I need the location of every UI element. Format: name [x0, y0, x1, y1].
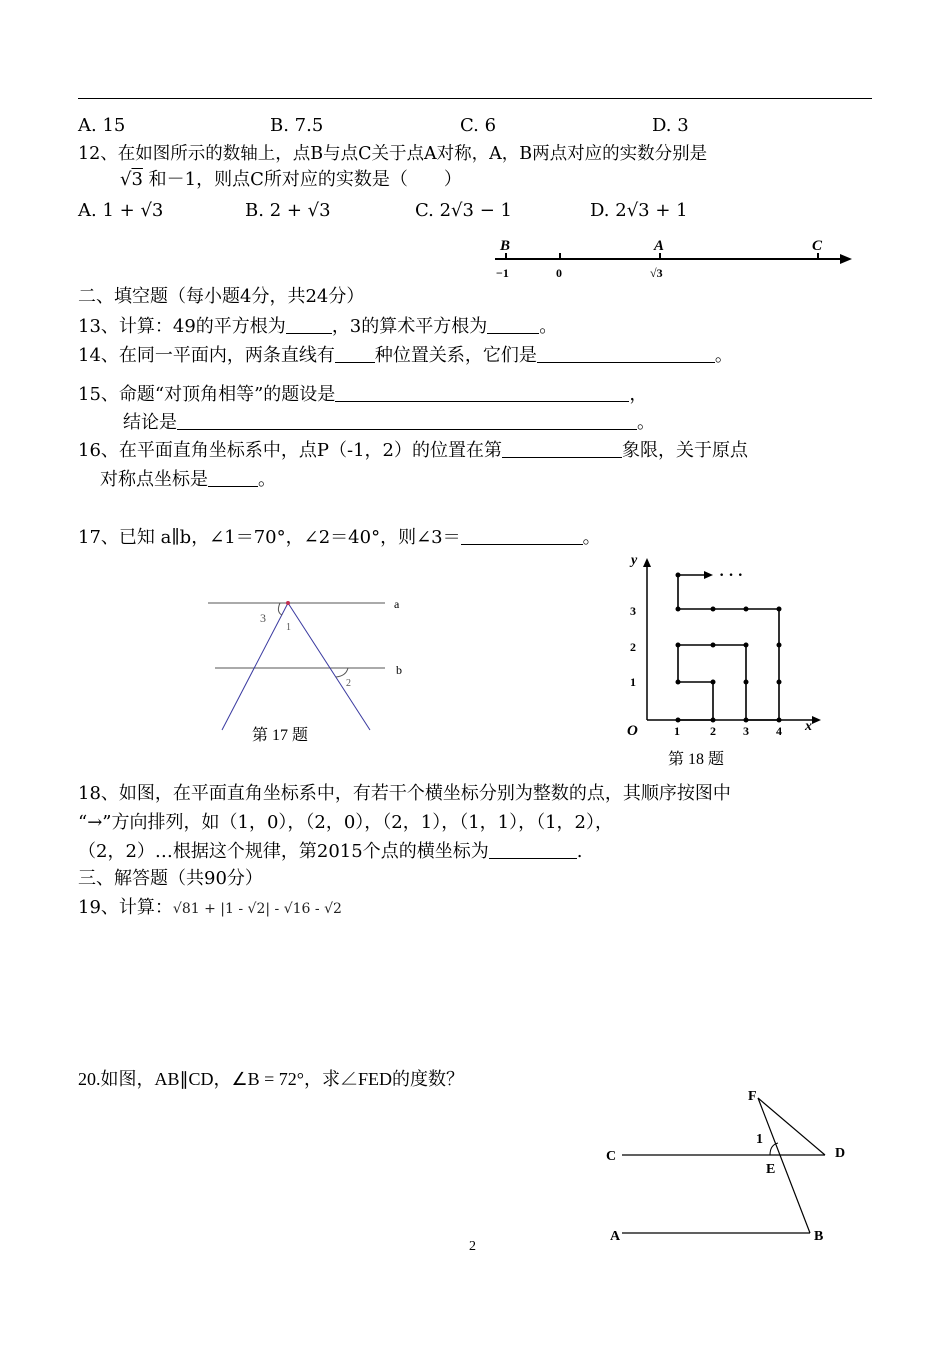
- q12-option-b-value: 2 + √3: [269, 200, 331, 221]
- q19-expression: √81 + |1 - √2| - √16 - √2: [172, 901, 342, 917]
- q11-option-c: C. 6: [460, 115, 497, 136]
- point-c-label: C: [606, 1149, 617, 1164]
- q15-blank-2: [177, 411, 637, 430]
- figure-17-caption: 第 17 题: [252, 727, 309, 744]
- q18-line1: 18、如图，在平面直角坐标系中，有若干个横坐标分别为整数的点，其顺序按图中: [78, 783, 731, 804]
- header-rule: [78, 98, 872, 99]
- q15-line1: 15、命题“对顶角相等”的题设是 ，: [78, 384, 648, 405]
- q12-option-a-value: 1 + √3: [102, 200, 164, 221]
- q17-blank: [461, 526, 583, 545]
- x-tick-2: 2: [710, 724, 716, 738]
- angle-3-label: 3: [260, 611, 266, 625]
- q16-blank-1: [502, 439, 622, 458]
- y-tick-3: 3: [630, 604, 636, 618]
- x-axis-label: x: [805, 719, 812, 734]
- q13-blank-1: [286, 315, 332, 334]
- q12-option-a: A. 1 + √3: [78, 200, 164, 221]
- sqrt-radicand: 3: [131, 169, 143, 190]
- point-a-label: A: [654, 238, 665, 254]
- q12-option-c-value: 2√3 − 1: [439, 200, 512, 221]
- q16-line1: 16、在平面直角坐标系中，点P（-1，2）的位置在第 象限，关于原点: [78, 440, 748, 461]
- q13-blank-2: [487, 315, 539, 334]
- tick-label-sqrt3: √3: [650, 266, 663, 280]
- q12-option-b: B. 2 + √3: [245, 200, 331, 221]
- page-number: 2: [469, 1239, 476, 1254]
- angle-1-label: 1: [286, 622, 291, 633]
- tick-label-neg1: −1: [496, 266, 509, 280]
- y-tick-2: 2: [630, 640, 636, 654]
- x-tick-1: 1: [674, 724, 680, 738]
- x-tick-3: 3: [743, 724, 749, 738]
- q18-line2: “→”方向排列，如（1，0），（2，0），（2，1），（1，1），（1，2），: [78, 812, 614, 833]
- line-a-label: a: [394, 597, 400, 611]
- q13: 13、计算：49的平方根为 ，3的算术平方根为 。: [78, 316, 558, 337]
- q18-line3: （2，2）…根据这个规律，第2015个点的横坐标为 .: [78, 841, 583, 862]
- figure-18: [615, 548, 830, 746]
- q11-option-d: D. 3: [652, 115, 689, 136]
- angle-2-label: 2: [346, 678, 351, 689]
- figure-20: [600, 1085, 860, 1245]
- point-c-label: C: [812, 238, 823, 254]
- figure-17: [200, 590, 420, 735]
- angle-1-label: 1: [756, 1132, 763, 1147]
- q14-blank-2: [537, 344, 715, 363]
- point-b-label: B: [500, 238, 511, 254]
- q19: 19、计算：√81 + |1 - √2| - √16 - √2: [78, 897, 342, 918]
- q16-blank-2: [208, 468, 258, 487]
- point-d-label: D: [835, 1146, 846, 1161]
- q12-line1: 12、在如图所示的数轴上，点B与点C关于点A对称，A，B两点对应的实数分别是: [78, 144, 708, 164]
- q17: 17、已知 a∥b，∠1＝70°，∠2＝40°，则∠3＝ 。: [78, 527, 601, 548]
- number-line-figure: [490, 232, 860, 282]
- point-f-label: F: [748, 1089, 757, 1104]
- q11-option-b: B. 7.5: [270, 115, 324, 136]
- q15-line2: 结论是 。: [123, 412, 655, 433]
- section2-heading: 二、填空题（每小题4分，共24分）: [78, 286, 365, 307]
- figure-18-caption: 第 18 题: [668, 751, 725, 768]
- q18-blank: [489, 840, 577, 859]
- q12-line2-rest: 和－1，则点C所对应的实数是（ ）: [142, 169, 462, 190]
- continuation-dots: · · ·: [719, 567, 744, 584]
- q16-line2: 对称点坐标是 。: [100, 469, 276, 490]
- q12-option-d-value: 2√3 + 1: [615, 200, 688, 221]
- q14-blank-1: [335, 344, 375, 363]
- tick-label-0: 0: [556, 266, 562, 280]
- q15-blank-1: [335, 383, 629, 402]
- origin-label: O: [627, 723, 638, 739]
- point-b-label: B: [814, 1229, 824, 1244]
- x-tick-4: 4: [776, 724, 782, 738]
- q14: 14、在同一平面内，两条直线有 种位置关系，它们是 。: [78, 345, 733, 366]
- q20-text: 20.如图，AB∥CD，∠B = 72°，求∠FED的度数？: [78, 1069, 465, 1089]
- q12-option-d: D. 2√3 + 1: [590, 200, 688, 221]
- section3-heading: 三、解答题（共90分）: [78, 868, 263, 889]
- y-tick-1: 1: [630, 675, 636, 689]
- point-a-label: A: [610, 1229, 621, 1244]
- y-axis-label: y: [631, 553, 638, 568]
- q12-option-c: C. 2√3 − 1: [415, 200, 512, 221]
- line-b-label: b: [396, 663, 402, 677]
- q12-line2: √3 和－1，则点C所对应的实数是（ ）: [120, 169, 462, 190]
- q11-option-a: A. 15: [78, 115, 126, 136]
- point-e-label: E: [766, 1162, 776, 1177]
